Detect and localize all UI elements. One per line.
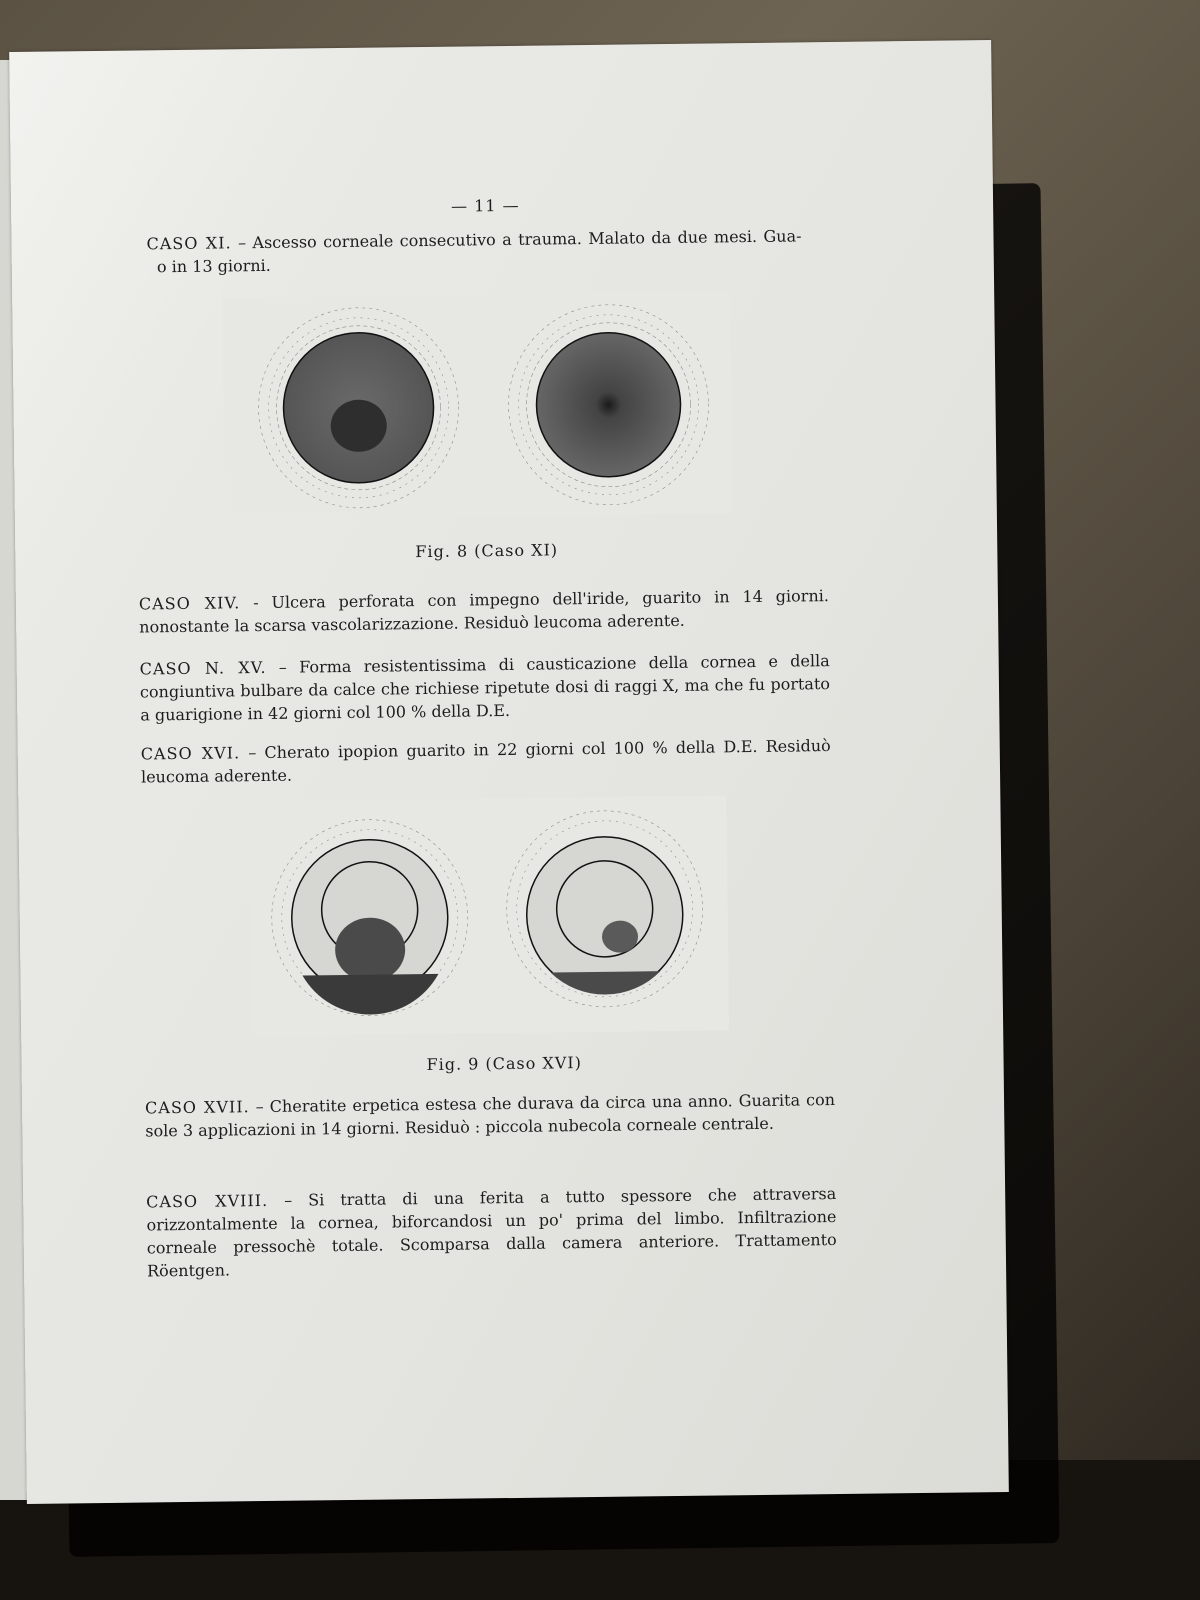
case-xvii-text: – Cheratite erpetica estesa che durava da circa una anno. Guarita con sole 3 applicazioni in 14 giorni. Residuò : piccola nubecola corneale centrale. xyxy=(145,1090,836,1141)
case-xv-text: – Forma resistentissima di causticazione della cornea e della congiuntiva bulbare da calce che richiese ripetute dosi di raggi X, ma che fu portato a guarigione in 42 giorni col 100 % della D.E. xyxy=(139,651,831,725)
figure-8-eyes xyxy=(222,291,733,519)
case-xvi-text: – Cherato ipopion guarito in 22 giorni col 100 % della D.E. Residuò leucoma aderente. xyxy=(140,736,831,787)
case-xvii-paragraph xyxy=(145,1088,836,1142)
case-xi-text: – Ascesso corneale consecutivo a trauma. Malato da due mesi. Gua- o in 13 giorni. xyxy=(146,226,802,277)
eye-right-cornea xyxy=(526,836,684,994)
book-page xyxy=(9,40,1009,1504)
case-xi-heading: CASO XI. xyxy=(146,233,232,254)
case-xviii-paragraph xyxy=(146,1182,837,1282)
case-xvii-heading: CASO XVII. xyxy=(144,1097,250,1118)
case-xiv-text: - Ulcera perforata con impegno dell'iride, guarito in 14 giorni. nonostante la scarsa vascolarizzazione. Residuò leucoma aderente. xyxy=(139,586,830,637)
figure-8-image xyxy=(222,291,733,519)
case-xiv-paragraph xyxy=(139,584,830,638)
case-xv-heading: CASO N. XV. xyxy=(139,657,267,679)
case-xviii-text: – Si tratta di una ferita a tutto spessore che attraversa orizzontalmente la cornea, biforcandosi un po' prima del limbo. Infiltrazione corneale pressochè totale. Scomparsa dalla camera anteriore. Trattamento Röentgen. xyxy=(146,1184,837,1281)
figure-8-caption: Fig. 8 (Caso XI) xyxy=(415,540,559,562)
figure-9-caption: Fig. 9 (Caso XVI) xyxy=(426,1053,583,1075)
case-xv-paragraph xyxy=(140,649,831,726)
figure-9-image xyxy=(248,795,729,1036)
case-xvi-paragraph xyxy=(141,734,832,788)
figure-9-eyes xyxy=(248,795,729,1036)
case-xi-paragraph xyxy=(146,224,802,278)
page-number: — 11 — xyxy=(450,195,520,216)
eye-right-hypopyon-level xyxy=(550,971,660,995)
eye-left-hypopyon-level xyxy=(302,974,438,1015)
case-xvi-heading: CASO XVI. xyxy=(140,743,241,764)
case-xviii-heading: CASO XVIII. xyxy=(146,1190,269,1212)
eye-right-cornea xyxy=(536,332,682,478)
case-xiv-heading: CASO XIV. xyxy=(138,593,241,614)
